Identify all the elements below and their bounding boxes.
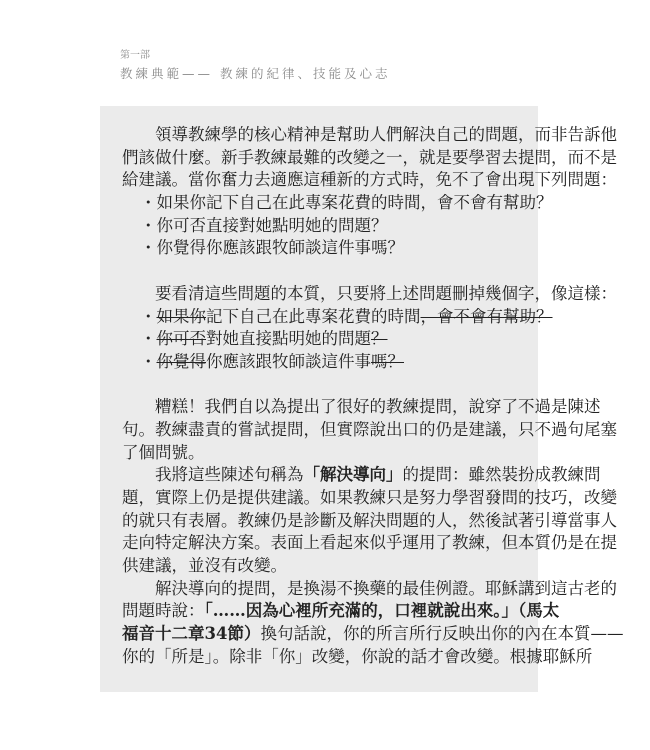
text-line <box>122 623 624 646</box>
text-segment: 我將這些陳述句稱為 <box>155 465 304 485</box>
paragraph-gap <box>122 260 512 283</box>
text-segment: 走向特定解決方案。表面上看起來似乎運用了教練，但本質仍是在提 <box>122 533 617 553</box>
text-segment: 對她直接點明她的問題 <box>206 329 371 349</box>
text-segment: 解決導向的提問，是換湯不換藥的最佳例證。耶穌講到這古老的 <box>155 578 617 598</box>
text-line <box>122 555 512 578</box>
running-header-subtitle: 教練典範—— 教練的紀律、技能及心志 <box>120 66 391 81</box>
bold-text: 「……因為心裡所充滿的，口裡就說出來。」（馬太 <box>204 601 560 621</box>
text-segment: 記下自己在此專案花費的時間 <box>206 306 421 326</box>
text-segment: ・ <box>140 329 157 349</box>
text-line <box>122 578 617 601</box>
text-line <box>122 215 512 238</box>
text-line <box>122 532 617 555</box>
text-segment: 的提問：雖然裝扮成教練問 <box>402 465 601 485</box>
paragraph-gap <box>122 374 512 397</box>
text-segment: ・ <box>140 306 157 326</box>
text-segment: 糟糕！我們自以為提出了很好的教練提問，說穿了不過是陳述 <box>155 397 601 417</box>
bold-text: 「解決導向」 <box>303 465 403 485</box>
text-segment: 的就只有表層。教練仍是診斷及解決問題的人，然後試著引導當事人 <box>122 510 617 530</box>
struck-text: 嗎？ <box>371 351 404 371</box>
text-segment: 問題時說： <box>122 601 205 621</box>
text-line <box>122 464 601 487</box>
struck-text: 如果你 <box>156 306 206 326</box>
text-line <box>122 419 617 442</box>
part-label: 第一部 <box>120 50 150 61</box>
text-segment: 們該做什麼。新手教練最難的改變之一，就是要學習去提問，而不是 <box>122 147 617 167</box>
text-segment: 要看清這些問題的本質，只要將上述問題刪掉幾個字，像這樣： <box>155 283 617 303</box>
text-line <box>122 124 617 147</box>
struck-text: ，會不會有幫助？ <box>420 306 553 326</box>
text-segment: 供建議，並沒有改變。 <box>122 556 287 576</box>
text-segment: 你應該跟牧師談這件事 <box>206 351 371 371</box>
bold-text: 福音十二章34節） <box>122 624 261 644</box>
text-line <box>122 600 560 623</box>
text-line <box>122 328 512 351</box>
text-segment: 領導教練學的核心精神是幫助人們解決自己的問題，而非告訴他 <box>155 125 617 144</box>
text-segment: ・你覺得你應該跟牧師談這件事嗎？ <box>140 238 404 258</box>
text-line <box>122 237 512 260</box>
text-line <box>122 646 593 669</box>
text-segment: 句。教練盡責的嘗試提問，但實際說出口的仍是建議，只不過句尾塞 <box>122 419 617 439</box>
text-segment: 了個問號。 <box>122 442 205 462</box>
text-line <box>122 442 512 465</box>
text-line <box>122 396 601 419</box>
text-segment: ・ <box>140 351 157 371</box>
text-segment: 題，實際上仍是提供建議。如果教練只是努力學習發問的技巧，改變 <box>122 488 617 507</box>
text-segment: 給建議。當你奮力去適應這種新的方式時，免不了會出現下列問題： <box>122 170 617 190</box>
body-text <box>122 124 624 669</box>
struck-text: 你可否 <box>156 329 206 349</box>
text-segment: 你的「所是」。除非「你」改變，你說的話才會改變。根據耶穌所 <box>122 646 593 666</box>
text-line <box>122 169 617 192</box>
text-segment: 換句話說，你的所言所行反映出你的內在本質—— <box>260 624 624 644</box>
text-segment: ・你可否直接對她點明她的問題？ <box>140 215 388 235</box>
text-line <box>122 306 553 329</box>
struck-text: 你覺得 <box>156 351 206 371</box>
text-line <box>122 487 617 510</box>
text-line <box>122 351 512 374</box>
text-line <box>122 283 617 306</box>
text-segment: ・如果你記下自己在此專案花費的時間，會不會有幫助？ <box>140 193 553 213</box>
text-line <box>122 192 553 215</box>
text-line <box>122 147 617 170</box>
struck-text: ？ <box>371 329 388 349</box>
text-line <box>122 510 617 533</box>
